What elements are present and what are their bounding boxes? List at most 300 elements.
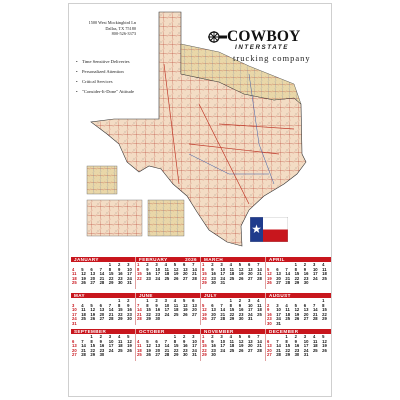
- day-cell: 4: [164, 261, 167, 267]
- day-cell: 20: [211, 311, 216, 317]
- day-cell: 21: [108, 311, 114, 317]
- day-cell: 2: [182, 333, 186, 339]
- day-cell: 9: [117, 266, 121, 272]
- day-cell: 16: [99, 343, 105, 349]
- day-cell: 8: [294, 266, 297, 272]
- day-cell: 26: [173, 275, 179, 281]
- month-name: MAY: [74, 293, 85, 298]
- day-cell: 17: [220, 271, 226, 277]
- day-cell: 18: [117, 343, 123, 349]
- month-days: [266, 334, 331, 358]
- day-cell: 27: [192, 311, 197, 317]
- day-cell: 16: [155, 307, 161, 313]
- day-cell: 18: [312, 343, 318, 349]
- day-cell: 7: [257, 333, 260, 339]
- day-cell: 4: [229, 261, 232, 267]
- day-cell: 25: [229, 275, 235, 281]
- day-cell: 3: [303, 333, 307, 339]
- day-cell: 20: [192, 307, 197, 313]
- day-cell: 19: [127, 343, 132, 349]
- day-cell: 24: [247, 311, 253, 317]
- day-cell: 9: [211, 266, 214, 272]
- day-cell: 17: [247, 307, 253, 313]
- day-cell: 1: [117, 297, 121, 303]
- day-cell: 28: [220, 316, 226, 322]
- day-cell: 16: [127, 307, 132, 313]
- service-bullets: [76, 59, 158, 99]
- day-cell: 13: [192, 302, 197, 308]
- day-cell: 23: [294, 347, 300, 353]
- month-days: [71, 334, 135, 358]
- day-cell: 28: [276, 352, 281, 358]
- day-cell: 19: [238, 271, 244, 277]
- day-cell: 8: [322, 302, 325, 308]
- day-cell: 6: [247, 261, 251, 267]
- day-cell: 30: [127, 316, 132, 322]
- day-cell: 3: [127, 261, 130, 267]
- day-cell: 11: [312, 338, 318, 344]
- calendar-month: [201, 329, 266, 361]
- day-cell: 29: [294, 280, 300, 286]
- day-cell: 12: [127, 338, 132, 344]
- day-cell: 13: [99, 307, 105, 313]
- day-cell: 6: [155, 338, 158, 344]
- day-cell: 27: [303, 316, 309, 322]
- day-cell: 7: [81, 338, 84, 344]
- day-cell: 29: [285, 352, 291, 358]
- calendar-month: [266, 329, 331, 361]
- day-cell: 25: [229, 347, 235, 353]
- month-days: [201, 262, 265, 286]
- day-cell: 12: [238, 266, 244, 272]
- bullet-item: • "Consider-It-Done" Attitude: [76, 89, 158, 94]
- day-cell: 31: [247, 316, 253, 322]
- day-cell: 27: [182, 275, 188, 281]
- address-line: 800-526-3373: [111, 31, 136, 37]
- day-cell: 14: [220, 307, 226, 313]
- day-cell: 9: [127, 302, 130, 308]
- day-cell: 17: [155, 271, 161, 277]
- day-cell: 7: [257, 261, 260, 267]
- company-logo: [205, 27, 325, 67]
- inset-map-3: [148, 200, 184, 236]
- day-cell: 22: [146, 311, 151, 317]
- day-cell: 2: [294, 333, 297, 339]
- day-cell: 25: [164, 275, 170, 281]
- day-cell: 3: [220, 261, 223, 267]
- day-cell: 12: [294, 307, 300, 313]
- day-cell: 10: [164, 302, 170, 308]
- day-cell: 5: [202, 302, 205, 308]
- day-cell: 12: [238, 338, 244, 344]
- day-cell: 22: [202, 347, 207, 353]
- day-cell: 11: [173, 302, 179, 308]
- day-cell: 14: [257, 266, 262, 272]
- inset-map-1: [87, 166, 117, 194]
- day-cell: 22: [173, 347, 179, 353]
- day-cell: 21: [257, 343, 262, 349]
- day-cell: 30: [211, 352, 216, 358]
- day-cell: 6: [247, 333, 251, 339]
- day-cell: 6: [276, 266, 279, 272]
- day-cell: 1: [173, 333, 177, 339]
- day-cell: 11: [285, 307, 290, 313]
- day-cell: 7: [285, 266, 288, 272]
- day-cell: 23: [182, 347, 188, 353]
- day-cell: 26: [238, 275, 244, 281]
- day-cell: 29: [90, 352, 96, 358]
- day-cell: 5: [173, 261, 177, 267]
- day-cell: 24: [164, 311, 170, 317]
- day-cell: 6: [192, 297, 195, 303]
- day-cell: 19: [90, 311, 96, 317]
- day-cell: 25: [322, 275, 327, 281]
- day-cell: 17: [312, 271, 318, 277]
- day-cell: 25: [173, 311, 179, 317]
- day-cell: 5: [81, 266, 84, 272]
- day-cell: 26: [90, 316, 96, 322]
- day-cell: 25: [137, 352, 142, 358]
- day-cell: 15: [229, 307, 235, 313]
- day-cell: 21: [285, 275, 291, 281]
- calendar-month: [136, 293, 201, 325]
- month-name: NOVEMBER: [204, 329, 234, 334]
- day-cell: 24: [192, 347, 197, 353]
- calendar-month-row: [71, 293, 331, 325]
- day-cell: 18: [229, 343, 235, 349]
- month-name: JANUARY: [74, 257, 99, 262]
- day-cell: 12: [90, 307, 96, 313]
- month-days: [201, 298, 265, 322]
- inset-map-2: [87, 200, 142, 236]
- day-cell: 2: [127, 297, 130, 303]
- day-cell: 1: [202, 261, 205, 267]
- calendar-month: [136, 329, 201, 361]
- day-cell: 21: [192, 271, 197, 277]
- day-cell: 24: [72, 316, 77, 322]
- day-cell: 4: [257, 297, 260, 303]
- day-cell: 2: [211, 261, 214, 267]
- month-days: [266, 262, 331, 286]
- day-cell: 9: [267, 307, 270, 313]
- day-cell: 22: [229, 311, 235, 317]
- day-cell: 3: [220, 333, 223, 339]
- day-cell: 7: [220, 302, 223, 308]
- day-cell: 13: [247, 338, 253, 344]
- day-cell: 7: [137, 302, 140, 308]
- logo-tagline: trucking company: [233, 53, 311, 63]
- day-cell: 18: [229, 271, 235, 277]
- day-cell: 12: [173, 266, 179, 272]
- day-cell: 20: [247, 343, 253, 349]
- calendar-month: [71, 293, 136, 325]
- month-name: FEBRUARY: [139, 257, 168, 262]
- day-cell: 5: [182, 297, 186, 303]
- day-cell: 10: [220, 266, 226, 272]
- day-cell: 25: [72, 280, 77, 286]
- day-cell: 24: [108, 347, 114, 353]
- calendar-month: [201, 257, 266, 289]
- day-cell: 20: [303, 311, 309, 317]
- day-cell: 7: [192, 261, 195, 267]
- day-cell: 31: [192, 352, 197, 358]
- day-cell: 17: [303, 343, 309, 349]
- day-cell: 14: [164, 343, 170, 349]
- day-cell: 17: [276, 311, 281, 317]
- day-cell: 8: [90, 338, 93, 344]
- day-cell: 11: [137, 343, 142, 349]
- calendar-month: [266, 257, 331, 289]
- day-cell: 14: [108, 307, 114, 313]
- day-cell: 6: [267, 338, 270, 344]
- day-cell: 22: [322, 311, 327, 317]
- day-cell: 5: [238, 261, 242, 267]
- day-cell: 24: [155, 275, 161, 281]
- day-cell: 13: [182, 266, 188, 272]
- day-cell: 10: [276, 307, 281, 313]
- day-cell: 3: [192, 333, 195, 339]
- day-cell: 15: [202, 271, 207, 277]
- day-cell: 23: [211, 275, 216, 281]
- day-cell: 20: [182, 271, 188, 277]
- day-cell: 15: [90, 343, 96, 349]
- day-cell: 4: [72, 266, 75, 272]
- day-cell: 20: [247, 271, 253, 277]
- day-cell: 10: [192, 338, 197, 344]
- day-cell: 4: [117, 333, 121, 339]
- day-cell: 14: [276, 343, 281, 349]
- day-cell: 24: [220, 347, 226, 353]
- day-cell: 9: [182, 338, 186, 344]
- day-cell: 20: [155, 347, 161, 353]
- day-cell: 13: [72, 343, 77, 349]
- day-cell: 23: [117, 275, 123, 281]
- day-cell: 4: [229, 333, 232, 339]
- day-cell: 5: [90, 302, 93, 308]
- day-cell: 6: [303, 302, 307, 308]
- day-cell: 22: [285, 347, 291, 353]
- day-cell: 14: [192, 266, 197, 272]
- day-cell: 30: [99, 352, 105, 358]
- day-cell: 15: [173, 343, 179, 349]
- day-cell: 4: [312, 333, 316, 339]
- day-cell: 29: [322, 316, 327, 322]
- day-cell: 26: [322, 347, 327, 353]
- day-cell: 26: [146, 352, 151, 358]
- day-cell: 28: [285, 280, 291, 286]
- day-cell: 11: [229, 266, 234, 272]
- day-cell: 5: [146, 338, 149, 344]
- day-cell: 5: [294, 302, 297, 308]
- day-cell: 10: [247, 302, 253, 308]
- day-cell: 29: [146, 316, 151, 322]
- day-cell: 14: [285, 271, 291, 277]
- logo-subtitle: INTERSTATE: [235, 44, 289, 51]
- day-cell: 3: [247, 297, 251, 303]
- day-cell: 14: [99, 271, 105, 277]
- day-cell: 15: [285, 343, 291, 349]
- day-cell: 1: [137, 261, 140, 267]
- day-cell: 24: [220, 275, 226, 281]
- day-cell: 26: [238, 347, 244, 353]
- day-cell: 2: [238, 297, 242, 303]
- day-cell: 24: [312, 275, 318, 281]
- day-cell: 19: [146, 347, 151, 353]
- day-cell: 17: [220, 343, 226, 349]
- day-cell: 26: [202, 316, 207, 322]
- day-cell: 30: [303, 280, 309, 286]
- day-cell: 8: [202, 338, 205, 344]
- day-cell: 10: [108, 338, 114, 344]
- month-days: [136, 334, 200, 358]
- day-cell: 7: [312, 302, 316, 308]
- day-cell: 29: [202, 352, 207, 358]
- day-cell: 12: [182, 302, 188, 308]
- day-cell: 24: [303, 347, 309, 353]
- day-cell: 19: [322, 343, 327, 349]
- day-cell: 29: [117, 316, 123, 322]
- day-cell: 31: [276, 320, 281, 326]
- day-cell: 15: [294, 271, 300, 277]
- day-cell: 8: [202, 266, 205, 272]
- day-cell: 12: [81, 271, 86, 277]
- day-cell: 25: [285, 316, 291, 322]
- day-cell: 30: [155, 316, 161, 322]
- day-cell: 19: [294, 311, 300, 317]
- spur-icon: [207, 30, 227, 44]
- day-cell: 6: [90, 266, 93, 272]
- day-cell: 26: [81, 280, 86, 286]
- day-cell: 9: [155, 302, 158, 308]
- day-cell: 27: [211, 316, 216, 322]
- day-cell: 14: [137, 307, 142, 313]
- day-cell: 2: [267, 302, 270, 308]
- day-cell: 11: [72, 271, 77, 277]
- day-cell: 8: [229, 302, 232, 308]
- day-cell: 28: [257, 347, 262, 353]
- month-days: [71, 262, 135, 286]
- day-cell: 19: [81, 275, 86, 281]
- day-cell: 5: [127, 333, 130, 339]
- day-cell: 7: [276, 338, 279, 344]
- calendar-month-row: [71, 329, 331, 361]
- day-cell: 23: [127, 311, 132, 317]
- day-cell: 24: [276, 316, 281, 322]
- day-cell: 21: [99, 275, 105, 281]
- month-days: [266, 298, 331, 326]
- day-cell: 3: [72, 302, 75, 308]
- day-cell: 31: [127, 280, 132, 286]
- day-cell: 16: [211, 343, 216, 349]
- day-cell: 25: [312, 347, 318, 353]
- day-cell: 13: [211, 307, 216, 313]
- day-cell: 16: [146, 271, 151, 277]
- day-cell: 24: [127, 275, 132, 281]
- day-cell: 8: [117, 302, 121, 308]
- day-cell: 21: [164, 347, 170, 353]
- day-cell: 18: [164, 271, 170, 277]
- day-cell: 18: [322, 271, 327, 277]
- texas-flag-icon: [250, 217, 288, 242]
- day-cell: 18: [173, 307, 179, 313]
- day-cell: 17: [164, 307, 170, 313]
- day-cell: 1: [146, 297, 149, 303]
- day-cell: 2: [117, 261, 121, 267]
- day-cell: 3: [312, 261, 316, 267]
- day-cell: 19: [202, 311, 207, 317]
- day-cell: 31: [220, 280, 226, 286]
- day-cell: 9: [303, 266, 307, 272]
- day-cell: 19: [238, 343, 244, 349]
- day-cell: 29: [108, 280, 114, 286]
- day-cell: 10: [303, 338, 309, 344]
- calendar-month: [71, 329, 136, 361]
- day-cell: 11: [164, 266, 169, 272]
- day-cell: 23: [99, 347, 105, 353]
- calendar-month-row: [71, 257, 331, 289]
- day-cell: 4: [285, 302, 288, 308]
- day-cell: 28: [164, 352, 170, 358]
- day-cell: 4: [137, 338, 140, 344]
- day-cell: 20: [99, 311, 105, 317]
- day-cell: 18: [81, 311, 86, 317]
- day-cell: 18: [257, 307, 262, 313]
- day-cell: 28: [108, 316, 114, 322]
- day-cell: 2: [303, 261, 307, 267]
- day-cell: 12: [322, 338, 327, 344]
- day-cell: 9: [146, 266, 149, 272]
- day-cell: 19: [173, 271, 179, 277]
- day-cell: 1: [294, 261, 297, 267]
- month-name: AUGUST: [269, 293, 291, 298]
- day-cell: 10: [312, 266, 318, 272]
- day-cell: 17: [192, 343, 197, 349]
- day-cell: 16: [267, 311, 272, 317]
- address-line: 1500 West Mockingbird Ln: [88, 20, 136, 25]
- day-cell: 29: [173, 352, 179, 358]
- day-cell: 16: [303, 271, 309, 277]
- logo-wordmark: COWBOY: [227, 28, 301, 45]
- day-cell: 17: [127, 271, 132, 277]
- day-cell: 20: [72, 347, 77, 353]
- day-cell: 5: [267, 266, 270, 272]
- day-cell: 28: [137, 316, 142, 322]
- day-cell: 1: [108, 261, 112, 267]
- day-cell: 22: [294, 275, 300, 281]
- day-cell: 14: [257, 338, 262, 344]
- day-cell: 23: [211, 347, 216, 353]
- day-cell: 3: [108, 333, 112, 339]
- month-days: [136, 298, 200, 322]
- day-cell: 27: [72, 352, 77, 358]
- day-cell: 28: [81, 352, 86, 358]
- day-cell: 10: [72, 307, 77, 313]
- day-cell: 17: [108, 343, 114, 349]
- day-cell: 5: [238, 333, 242, 339]
- day-cell: 7: [164, 338, 167, 344]
- day-cell: 12: [267, 271, 272, 277]
- bullet-item: • Personalized Attention: [76, 69, 158, 74]
- calendar-month: [201, 293, 266, 325]
- day-cell: 4: [81, 302, 84, 308]
- day-cell: 28: [257, 275, 262, 281]
- day-cell: 8: [173, 338, 177, 344]
- month-name: OCTOBER: [139, 329, 165, 334]
- day-cell: 4: [173, 297, 177, 303]
- day-cell: 13: [276, 271, 281, 277]
- day-cell: 21: [312, 311, 318, 317]
- day-cell: 15: [202, 343, 207, 349]
